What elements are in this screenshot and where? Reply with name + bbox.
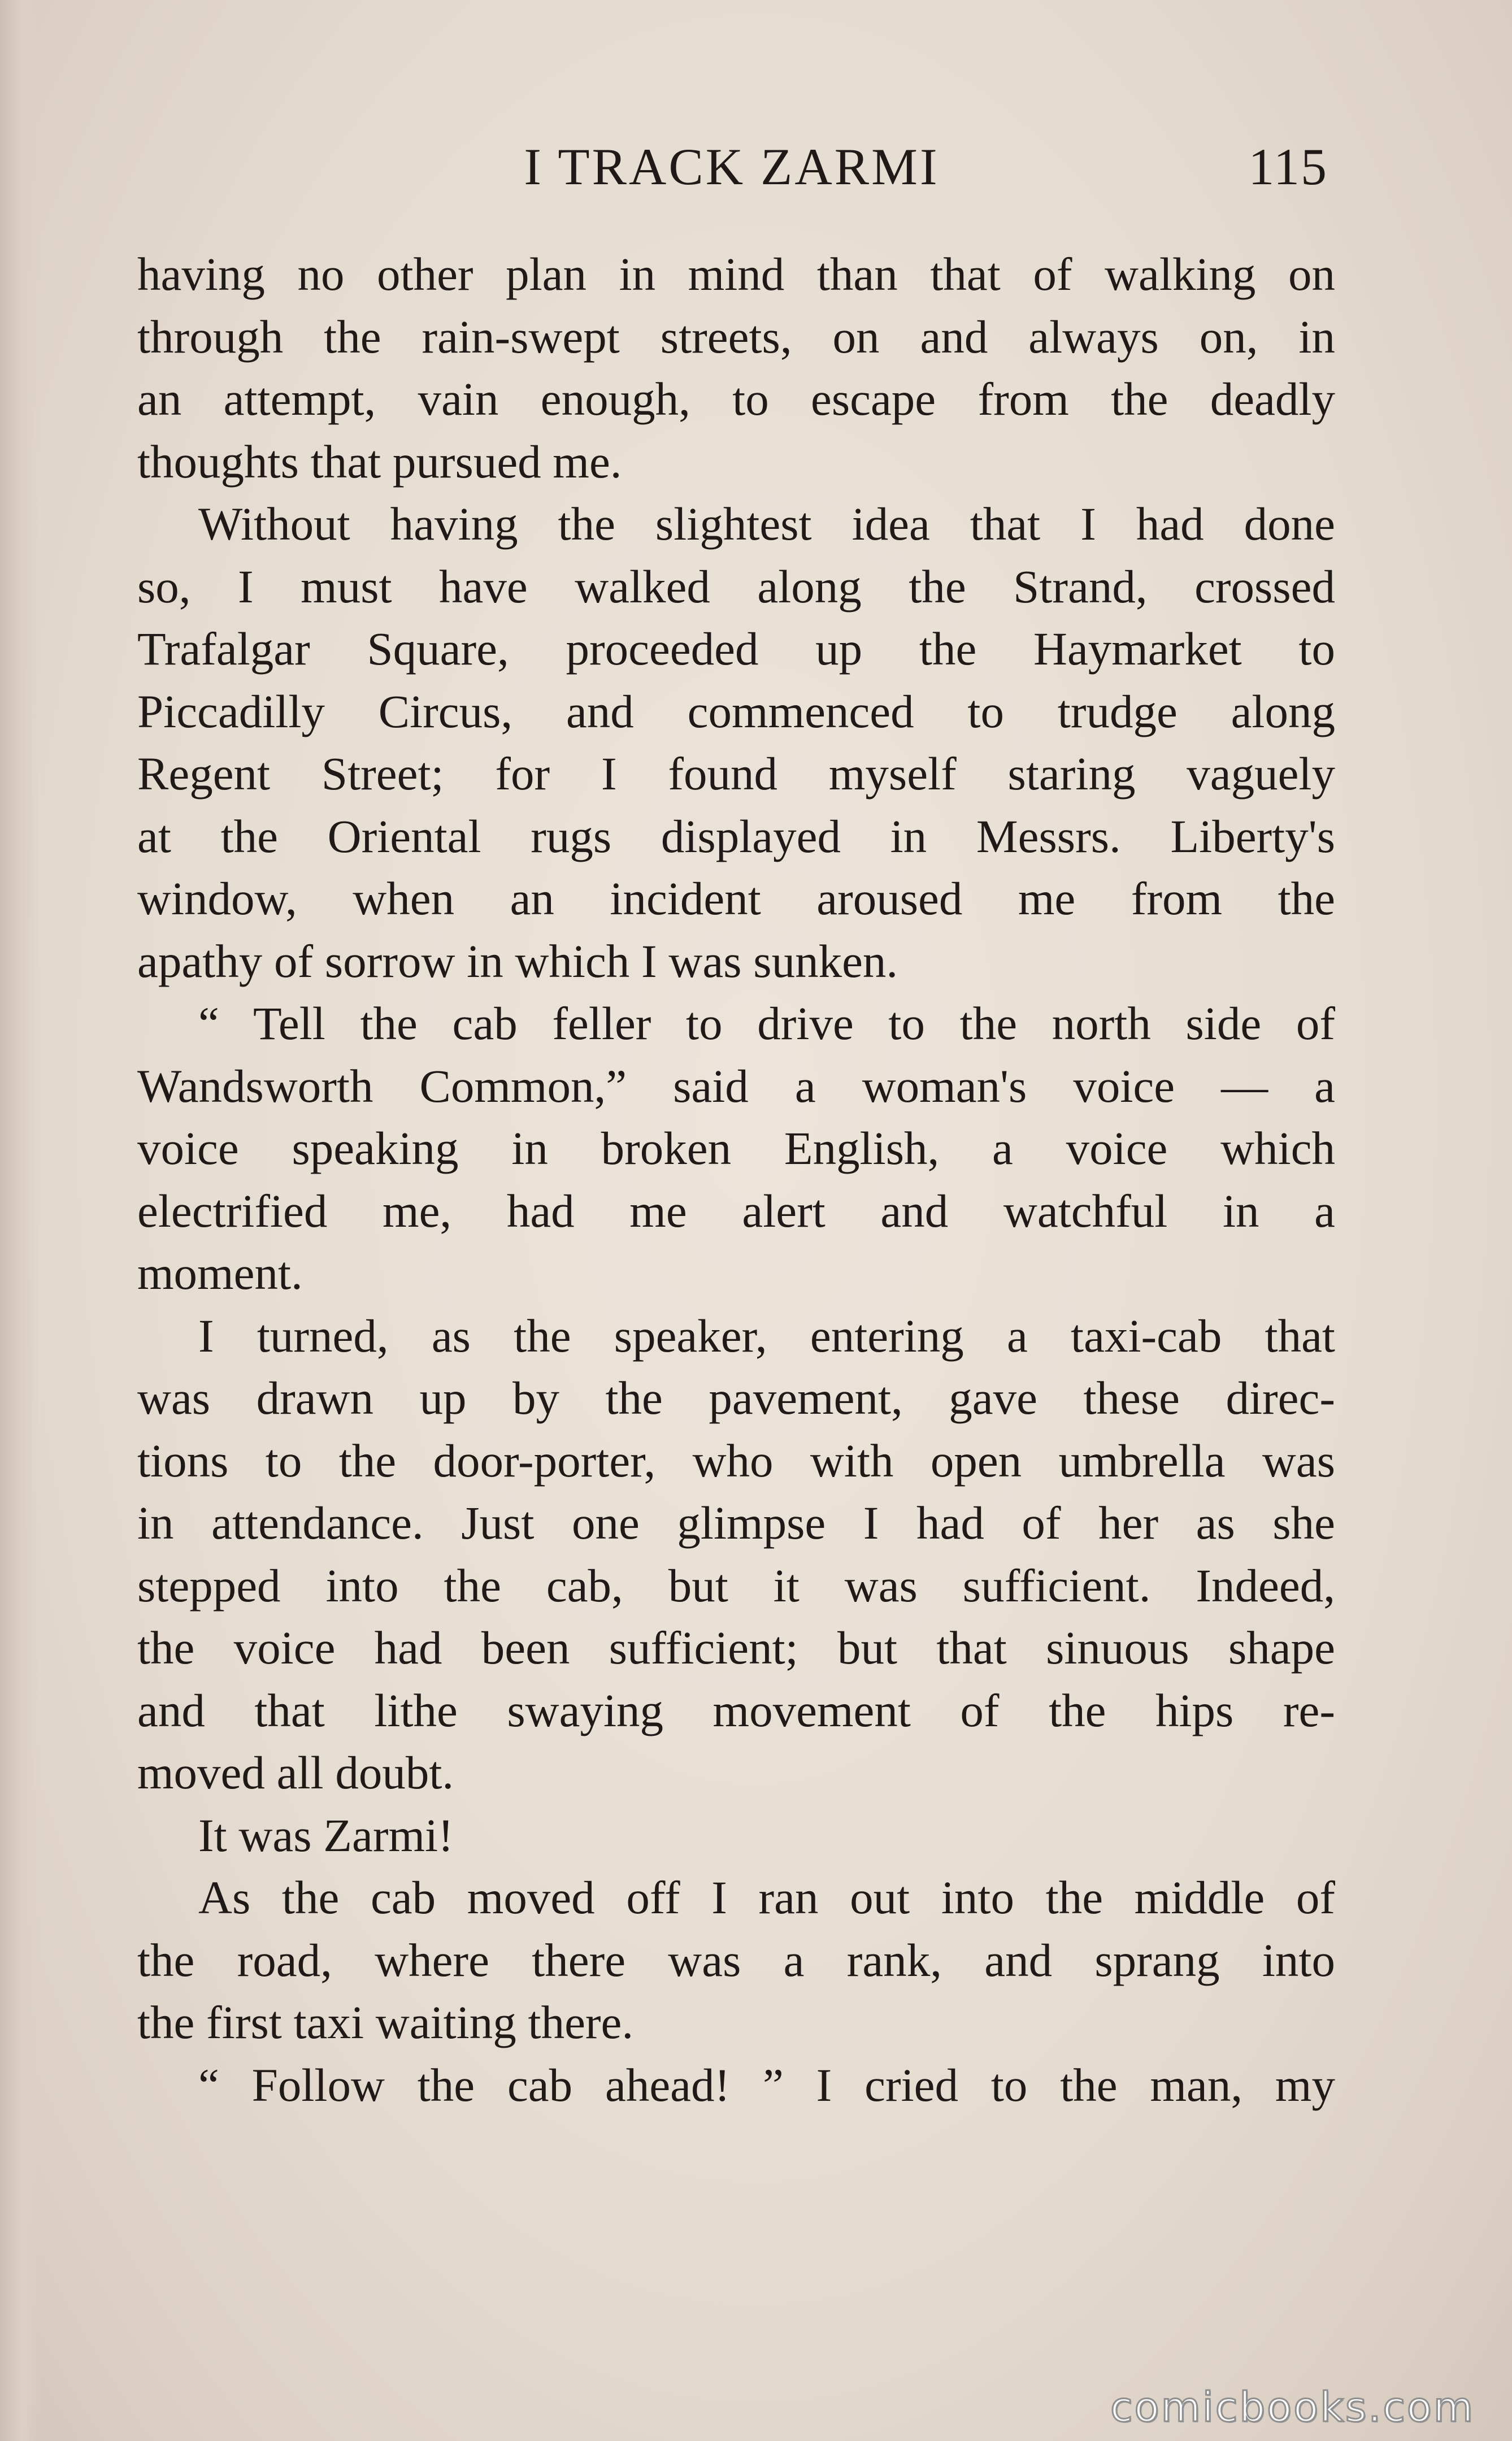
text-line: Piccadilly Circus, and commenced to trudge along [137, 685, 1335, 737]
text-line: voice speaking in broken English, a voice which [137, 1122, 1335, 1174]
text-line: tions to the door-porter, who with open umbrella was [137, 1434, 1335, 1487]
running-head: I TRACK ZARMI [524, 138, 940, 196]
text-line: an attempt, vain enough, to escape from the deadly [137, 373, 1335, 425]
text-line: having no other plan in mind than that of walking on [137, 248, 1335, 300]
page-header [136, 136, 1328, 209]
text-line: window, when an incident aroused me from the [137, 872, 1335, 924]
text-line: at the Oriental rugs displayed in Messrs. Liberty's [137, 810, 1335, 862]
page-number: 115 [1248, 138, 1328, 196]
text-line: the road, where there was a rank, and sprang into [137, 1934, 1335, 1986]
watermark: comicbooks.com [1110, 2383, 1475, 2431]
text-line: “ Follow the cab ahead! ” I cried to the man, my [198, 2058, 1335, 2111]
text-line: Without having the slightest idea that I had done [198, 498, 1335, 550]
text-line: As the cab moved off I ran out into the middle of [198, 1871, 1335, 1923]
text-line: electrified me, had me alert and watchful in a [137, 1184, 1335, 1237]
text-line: “ Tell the cab feller to drive to the north side of [198, 997, 1335, 1049]
text-line: Wandsworth Common,” said a woman's voice — a [137, 1059, 1335, 1112]
text-line: stepped into the cab, but it was sufficient. Indeed, [137, 1559, 1335, 1612]
text-line: moment. [137, 1247, 303, 1299]
text-line: thoughts that pursued me. [137, 435, 622, 488]
text-line: moved all doubt. [137, 1747, 454, 1799]
page-gutter-shadow [0, 0, 40, 2441]
text-line: the voice had been sufficient; but that sinuous shape [137, 1622, 1335, 1674]
text-line: so, I must have walked along the Strand, crossed [137, 560, 1335, 613]
text-line: the first taxi waiting there. [137, 1996, 634, 2048]
text-line: was drawn up by the pavement, gave these direc- [137, 1372, 1335, 1424]
text-line: apathy of sorrow in which I was sunken. [137, 935, 898, 987]
text-line: in attendance. Just one glimpse I had of her as she [137, 1497, 1335, 1549]
text-line: I turned, as the speaker, entering a taxi-cab that [198, 1309, 1335, 1362]
text-line: Trafalgar Square, proceeded up the Haymarket to [137, 623, 1335, 675]
text-line: through the rain-swept streets, on and always on, in [137, 310, 1335, 363]
body-text [137, 243, 1335, 2116]
text-line: It was Zarmi! [198, 1809, 454, 1861]
text-line: Regent Street; for I found myself staring vaguely [137, 748, 1335, 800]
text-line: and that lithe swaying movement of the hips re- [137, 1684, 1335, 1736]
